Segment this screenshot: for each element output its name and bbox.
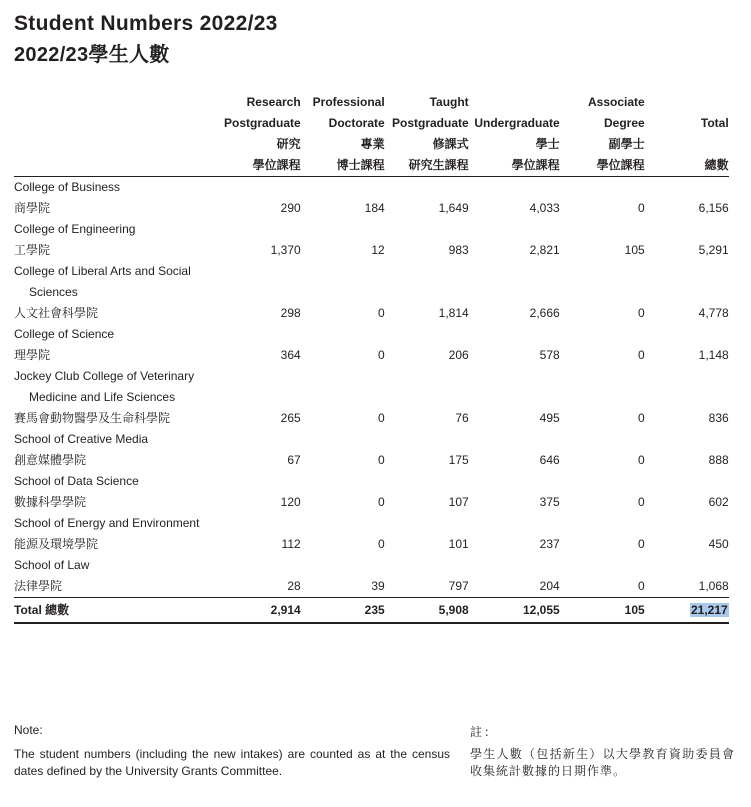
table-cell: 28 [287,579,301,593]
row-label [14,366,224,429]
total-row [14,598,729,624]
column-header-line: Associate [587,95,645,109]
note-label: Note: [14,723,43,737]
table-cell: 0 [378,537,385,551]
column-header-line: 修課式 [432,137,469,151]
column-header-2 [301,92,385,177]
table-cell: 237 [539,537,560,551]
column-header-line: 專業 [360,137,385,151]
table-cell: 265 [280,411,301,425]
table-cell: 495 [539,411,560,425]
table-cell: 2,821 [529,243,560,257]
column-header-line: Taught [429,95,469,109]
table-cell: 184 [364,201,385,215]
column-header-line: Doctorate [328,116,385,130]
column-header-line: 學位課程 [511,158,560,172]
table-cell: 0 [638,411,645,425]
total-value: 2,914 [270,603,301,617]
table-cell: 836 [708,411,729,425]
table-cell: 888 [708,453,729,467]
table-row [14,471,729,513]
student-numbers-table [14,92,729,624]
total-label: Total 總數 [14,598,224,624]
table-cell: 0 [638,579,645,593]
table-cell: 76 [455,411,469,425]
table-cell: 0 [378,306,385,320]
table-cell: 578 [539,348,560,362]
table-cell: 105 [624,243,645,257]
column-header-5 [560,92,645,177]
table-cell: 5,291 [698,243,729,257]
table-cell: 6,156 [698,201,729,215]
table-cell: 0 [638,348,645,362]
table-row [14,177,729,220]
row-label [14,324,224,366]
table-cell: 112 [281,537,301,551]
table-cell: 120 [280,495,301,509]
note-text-chinese: 學生人數（包括新生）以大學教育資助委員會收集統計數據的日期作準。 [470,747,735,778]
total-cell [645,598,729,624]
column-header-line: Professional [312,95,385,109]
column-header-line: Postgraduate [392,116,469,130]
total-cell [469,598,560,624]
column-header-line: Undergraduate [474,116,560,130]
table-header [14,92,729,177]
note-label-chinese: 註： [470,725,499,739]
row-label [14,177,224,220]
table-cell: 4,778 [698,306,729,320]
table-cell: 983 [448,243,469,257]
table-row [14,261,729,324]
row-name-zh: 數據科學學院 [14,495,87,509]
table-cell: 298 [280,306,301,320]
row-name-en: School of Law [14,558,90,572]
table-cell: 0 [378,453,385,467]
table-cell: 290 [280,201,301,215]
row-name-en: College of Liberal Arts and Social [14,264,191,278]
note-text: The student numbers (including the new intakes) are counted as at the census dates defined by the University Grants Committee. [14,747,450,778]
table-cell: 1,370 [270,243,301,257]
table-cell: 67 [287,453,301,467]
table-cell: 0 [638,306,645,320]
row-name-en: College of Science [14,327,115,341]
table-cell: 12 [371,243,385,257]
table-row [14,324,729,366]
column-header-0 [14,92,224,177]
total-value: 12,055 [522,603,560,617]
total-cell [385,598,469,624]
column-header-line: 學位課程 [596,158,645,172]
table-cell: 2,666 [529,306,560,320]
table-cell: 1,148 [698,348,729,362]
row-label [14,219,224,261]
total-value: 105 [624,603,645,617]
table-cell: 204 [539,579,560,593]
column-header-line: 研究生課程 [408,158,469,172]
total-cell [560,598,645,624]
row-name-en: School of Data Science [14,474,139,488]
table-cell: 375 [539,495,560,509]
table-row [14,219,729,261]
page-title: Student Numbers 2022/23 [14,12,278,35]
table-cell: 39 [371,579,385,593]
total-cell [301,598,385,624]
total-value: 235 [364,603,385,617]
column-header-line [14,92,224,113]
row-name-en: School of Energy and Environment [14,516,200,530]
column-header-line: Degree [604,116,645,130]
column-header-4 [469,92,560,177]
column-header-1 [224,92,301,177]
row-label [14,555,224,598]
column-header-3 [385,92,469,177]
row-name-en-continued: Medicine and Life Sciences [29,390,176,404]
table-cell: 0 [638,201,645,215]
table-cell: 450 [708,537,729,551]
row-name-zh: 法律學院 [14,579,63,593]
column-header-line [14,113,224,134]
table-row [14,513,729,555]
table-cell: 4,033 [529,201,560,215]
table-row [14,366,729,429]
column-header-line [645,134,729,155]
row-name-en: College of Engineering [14,222,136,236]
row-name-zh: 工學院 [14,243,51,257]
table-cell: 175 [448,453,469,467]
table-cell: 797 [448,579,469,593]
table-body [14,177,729,624]
row-name-zh: 賽馬會動物醫學及生命科學院 [14,411,171,425]
row-name-zh: 人文社會科學院 [14,306,99,320]
table-cell: 602 [708,495,729,509]
table-cell: 364 [280,348,301,362]
table-cell: 1,068 [698,579,729,593]
column-header-line: Postgraduate [224,116,301,130]
row-label [14,513,224,555]
table-cell: 0 [638,495,645,509]
total-cell [224,598,301,624]
row-name-en: College of Business [14,180,121,194]
row-name-en: Jockey Club College of Veterinary [14,369,195,383]
column-header-line: 博士課程 [336,158,385,172]
row-name-en: School of Creative Media [14,432,149,446]
column-header-line [14,155,224,176]
column-header-line [645,92,729,113]
total-value: 5,908 [438,603,469,617]
column-header-line: 學士 [535,137,560,151]
table-cell: 107 [448,495,469,509]
table-cell: 0 [378,495,385,509]
column-header-line: 總數 [704,158,729,172]
row-name-zh: 理學院 [14,348,51,362]
row-label [14,471,224,513]
table-cell: 646 [539,453,560,467]
column-header-line: 研究 [276,137,301,151]
row-name-zh: 能源及環境學院 [14,537,99,551]
table-cell: 1,814 [438,306,469,320]
table-cell: 0 [638,453,645,467]
table-cell: 0 [378,411,385,425]
row-name-zh: 商學院 [14,201,51,215]
column-header-line: Total [700,116,729,130]
table-cell: 101 [448,537,469,551]
row-label [14,261,224,324]
table-cell: 206 [448,348,469,362]
column-header-6 [645,92,729,177]
row-name-zh: 創意媒體學院 [14,453,87,467]
table-cell: 1,649 [438,201,469,215]
column-header-line [14,134,224,155]
column-header-line: 學位課程 [252,158,301,172]
total-value: 21,217 [690,603,728,617]
column-header-line [469,92,560,113]
table-row [14,555,729,598]
table-cell: 0 [378,348,385,362]
table-row [14,429,729,471]
row-name-en-continued: Sciences [29,285,78,299]
table-cell: 0 [638,537,645,551]
column-header-line: Research [246,95,301,109]
column-header-line: 副學士 [608,137,645,151]
page-title-chinese: 2022/23學生人數 [14,44,170,66]
row-label [14,429,224,471]
